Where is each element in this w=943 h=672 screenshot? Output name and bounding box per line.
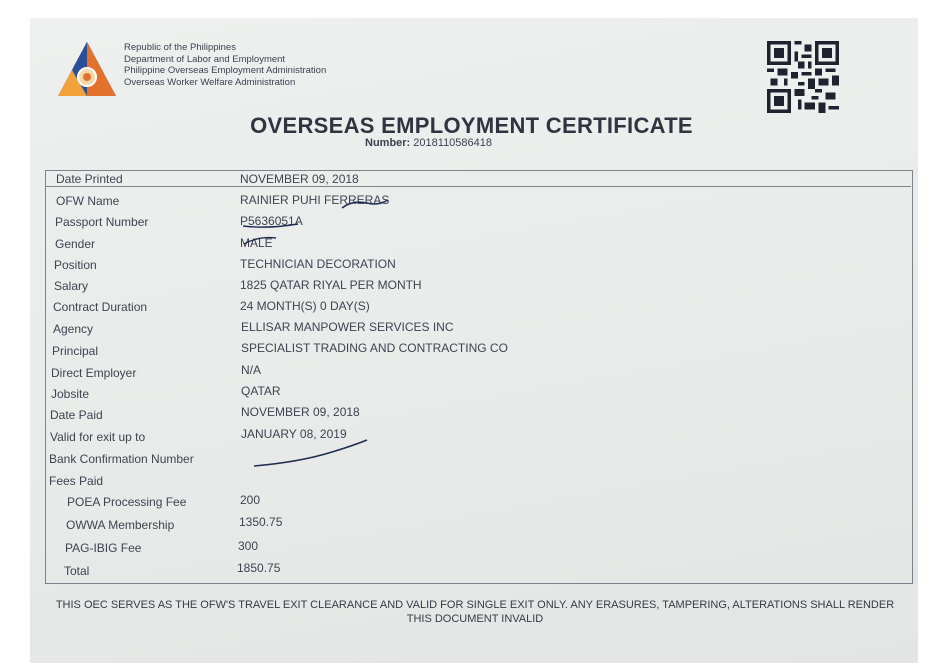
field-label: Agency — [53, 322, 94, 336]
agency-line: Overseas Worker Welfare Administration — [124, 76, 296, 88]
fee-label: POEA Processing Fee — [67, 495, 187, 509]
field-label: Fees Paid — [49, 474, 104, 488]
footer-disclaimer — [40, 598, 910, 626]
field-label: Valid for exit up to — [50, 430, 146, 444]
field-label: Gender — [55, 237, 96, 251]
field-value: NOVEMBER 09, 2018 — [241, 405, 360, 419]
fee-value: 1350.75 — [239, 515, 283, 529]
field-value: TECHNICIAN DECORATION — [240, 257, 396, 271]
document-title: OVERSEAS EMPLOYMENT CERTIFICATE — [250, 113, 693, 138]
qr-code — [767, 40, 839, 114]
field-label: Salary — [54, 279, 89, 293]
field-label: Position — [54, 258, 97, 272]
field-value: N/A — [241, 363, 262, 377]
field-label: Jobsite — [51, 387, 90, 401]
field-label: Contract Duration — [53, 300, 148, 314]
footer-line: THIS OEC SERVES AS THE OFW'S TRAVEL EXIT CLEARANCE AND VALID FOR SINGLE EXIT ONLY. ANY ERASURES, TAMPERING, ALTERATIONS SHALL RENDER — [55, 599, 895, 611]
field-value: QATAR — [241, 384, 281, 398]
field-value: RAINIER PUHI FERRERAS — [240, 193, 390, 207]
certificate-number — [365, 137, 492, 149]
field-label: Direct Employer — [51, 366, 137, 380]
fee-value: 1850.75 — [237, 561, 281, 575]
field-value: 1825 QATAR RIYAL PER MONTH — [240, 278, 422, 292]
footer-line: THIS DOCUMENT INVALID — [406, 613, 544, 625]
fee-label: PAG-IBIG Fee — [65, 541, 142, 555]
field-value: JANUARY 08, 2019 — [241, 427, 347, 441]
field-value: MALE — [240, 236, 273, 250]
agency-line: Philippine Overseas Employment Administration — [124, 65, 327, 77]
agency-line: Department of Labor and Employment — [124, 53, 286, 65]
field-label: Date Paid — [50, 408, 103, 422]
number-label: Number: — [365, 137, 411, 149]
field-value: P5636051A — [240, 214, 303, 228]
agency-line: Republic of the Philippines — [124, 42, 236, 53]
number-value: 2018110586418 — [413, 137, 493, 149]
field-label: Principal — [52, 344, 99, 358]
field-label: Bank Confirmation Number — [49, 452, 194, 466]
fee-value: 300 — [238, 539, 259, 553]
field-label: Date Printed — [56, 172, 123, 186]
dole-logo — [56, 40, 118, 98]
field-label: Passport Number — [55, 215, 149, 229]
field-value: SPECIALIST TRADING AND CONTRACTING CO — [241, 341, 508, 355]
field-value: ELLISAR MANPOWER SERVICES INC — [241, 320, 454, 334]
details-table — [45, 170, 913, 584]
field-value: 24 MONTH(S) 0 DAY(S) — [240, 299, 370, 313]
field-label: OFW Name — [56, 194, 120, 208]
fee-value: 200 — [240, 493, 261, 507]
table-divider — [45, 186, 911, 187]
fee-label: OWWA Membership — [66, 518, 175, 532]
agency-header — [124, 42, 326, 88]
fee-label: Total — [64, 564, 90, 578]
field-value: NOVEMBER 09, 2018 — [240, 172, 359, 186]
